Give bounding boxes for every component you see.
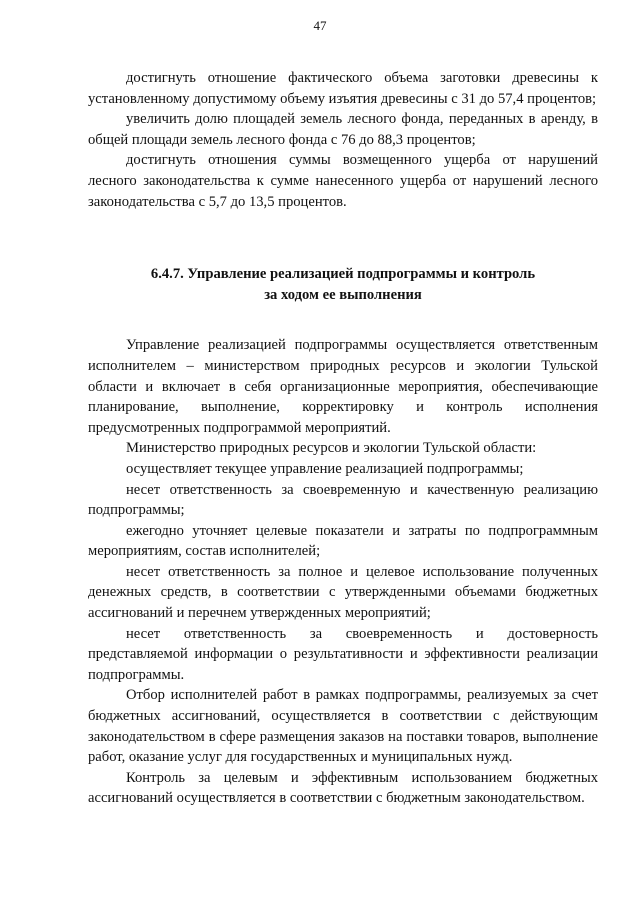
section-heading-line-2: за ходом ее выполнения (264, 286, 422, 303)
document-body (88, 68, 598, 809)
section-paragraph-7: несет ответственность за своевременность и достоверность представляемой информации о результативности и эффективности реализации подпрограммы. (88, 625, 598, 683)
section-paragraph-1: Управление реализацией подпрограммы осуществляется ответственным исполнителем – министерством природных ресурсов и экологии Тульской области и включает в себя организационные мероприятия, обеспечивающие планирование, выполнение, корректировку и контроль исполнения предусмотренных подпрограммой мероприятий. (88, 337, 598, 436)
section-paragraph-9: Контроль за целевым и эффективным использованием бюджетных ассигнований осуществляется в соответствии с бюджетным законодательством. (88, 769, 598, 807)
page-number: 47 (313, 18, 327, 33)
section-paragraph-8: Отбор исполнителей работ в рамках подпрограммы, реализуемых за счет бюджетных ассигнований, осуществляется в соответствии с действующим законодательством в сфере размещения заказов на поставки товаров, выполнение работ, оказание услуг для государственных и муниципальных нужд. (88, 687, 598, 766)
section-paragraph-6: несет ответственность за полное и целевое использование полученных денежных средств, в соответствии с утвержденными объемами бюджетных ассигнований и перечнем утвержденных мероприятий; (88, 563, 598, 622)
section-heading (88, 264, 598, 305)
intro-paragraph-3: достигнуть отношения суммы возмещенного ущерба от нарушений лесного законодательства к сумме нанесенного ущерба от нарушений лесного законодательства с 5,7 до 13,5 процентов. (88, 152, 598, 210)
intro-paragraph-1: достигнуть отношение фактического объема заготовки древесины к установленному допустимому объему изъятия древесины с 31 до 57,4 процентов; (88, 70, 598, 107)
section-paragraph-3: осуществляет текущее управление реализацией подпрограммы; (126, 460, 524, 477)
section-paragraph-4: несет ответственность за своевременную и качественную реализацию подпрограммы; (88, 481, 598, 519)
section-heading-line-1: 6.4.7. Управление реализацией подпрограммы и контроль (150, 266, 536, 283)
section-paragraph-5: ежегодно уточняет целевые показатели и затраты по подпрограммным мероприятиям, состав исполнителей; (88, 522, 598, 560)
intro-paragraph-2: увеличить долю площадей земель лесного фонда, переданных в аренду, в общей площади земель лесного фонда с 76 до 88,3 процентов; (88, 111, 598, 148)
section-paragraph-2: Министерство природных ресурсов и экологии Тульской области: (126, 440, 537, 457)
